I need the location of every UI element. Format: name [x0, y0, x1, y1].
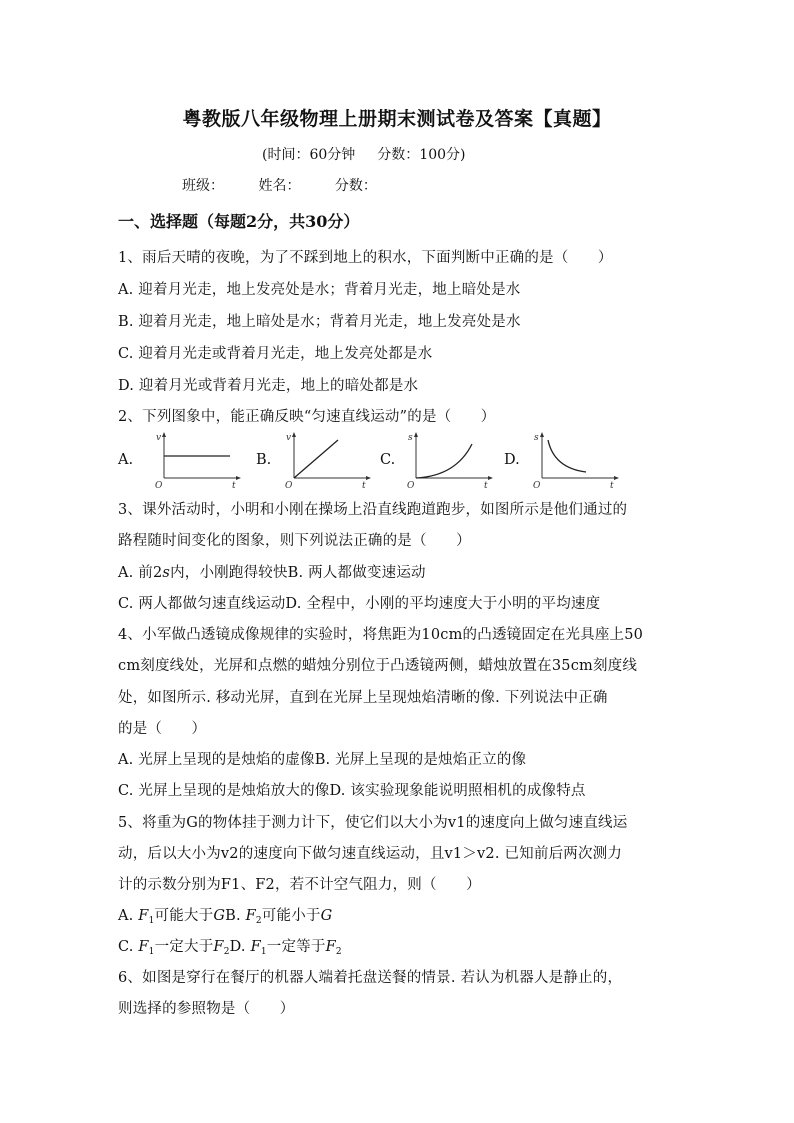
q3-options-ab: A. 前2s内，小刚跑得较快B. 两人都做变速运动 [118, 565, 426, 581]
time-limit: (时间：60分钟 [262, 147, 356, 163]
q4-stem-line-2: cm刻度线处，光屏和点燃的蜡烛分别位于凸透镜两侧，蜡烛放置在35cm刻度线 [118, 658, 638, 674]
q1-option-a: A. 迎着月光走，地上发亮处是水；背着月光走，地上暗处是水 [118, 282, 521, 298]
q3-stem-line-2: 路程随时间变化的图象，则下列说法正确的是（ ） [118, 533, 471, 549]
q5-stem-line-1: 5、将重为G的物体挂于测力计下，使它们以大小为v1的速度向上做匀速直线运 [118, 815, 628, 831]
q2-graph-b [276, 430, 372, 490]
graph-b-x-label: t [362, 481, 366, 490]
q4-stem-line-1: 4、小军做凸透镜成像规律的实验时，将焦距为10cm的凸透镜固定在光具座上50 [118, 627, 644, 643]
graph-c-y-label: s [408, 433, 413, 443]
graph-b-curve [294, 440, 338, 478]
graph-a-y-label: v [156, 433, 162, 443]
exam-meta [262, 144, 465, 164]
q4-options-ab: A. 光屏上呈现的是烛焰的虚像B. 光屏上呈现的是烛焰正立的像 [118, 752, 527, 768]
section-heading: 一、选择题（每题2分，共30分） [118, 212, 360, 231]
q4-options-cd: C. 光屏上呈现的是烛焰放大的像D. 该实验现象能说明照相机的成像特点 [118, 783, 586, 799]
q1-option-b: B. 迎着月光走，地上暗处是水；背着月光走，地上发亮处是水 [118, 314, 521, 330]
q2-option-c-label: C. [380, 452, 396, 468]
graph-a-origin: O [155, 481, 163, 490]
graph-d-y-label: s [534, 433, 539, 443]
page-title: 粤教版八年级物理上册期末测试卷及答案【真题】 [182, 108, 612, 130]
q1-option-c: C. 迎着月光走或背着月光走，地上发亮处都是水 [118, 346, 433, 362]
class-field-label: 班级： [182, 178, 224, 194]
q6-stem-line-2: 则选择的参照物是（ ） [118, 1001, 295, 1017]
q1-option-d: D. 迎着月光或背着月光走，地上的暗处都是水 [118, 378, 419, 394]
q4-stem-line-4: 的是（ ） [118, 721, 207, 737]
q2-option-a-label: A. [118, 452, 134, 468]
graph-a-x-label: t [232, 481, 236, 490]
q3-options-cd: C. 两人都做匀速直线运动D. 全程中，小刚的平均速度大于小明的平均速度 [118, 596, 601, 612]
graph-c-origin: O [407, 481, 415, 490]
q5-options-cd: C. $F_1$一定大于$F_2D$. $F_1$一定等于$F_2$ [118, 939, 342, 957]
q5-options-ab: A. $F_1$可能大于GB. $F_2$可能小于G [118, 908, 333, 926]
q5-stem-line-2: 动，后以大小为v2的速度向下做匀速直线运动，且v1＞v2. 已知前后两次测力 [118, 846, 623, 862]
q2-graph-a [146, 430, 242, 490]
q6-stem-line-1: 6、如图是穿行在餐厅的机器人端着托盘送餐的情景. 若认为机器人是静止的， [118, 970, 623, 986]
graph-b-y-label: v [286, 433, 292, 443]
q4-stem-line-3: 处，如图所示. 移动光屏，直到在光屏上呈现烛焰清晰的像. 下列说法中正确 [118, 690, 608, 706]
name-field-label: 姓名： [258, 178, 301, 194]
graph-c-curve [416, 444, 472, 478]
q5-stem-line-3: 计的示数分别为F1、F2，若不计空气阻力，则（ ） [118, 877, 481, 893]
graph-c-x-label: t [484, 481, 488, 490]
q2-option-b-label: B. [256, 452, 272, 468]
graph-d-x-label: t [610, 481, 614, 490]
q2-stem: 2、下列图象中，能正确反映“匀速直线运动”的是（ ） [118, 409, 496, 425]
q2-graph-c [398, 430, 494, 490]
score-field-label: 分数： [334, 178, 377, 194]
graph-b-origin: O [285, 481, 293, 490]
q3-stem-line-1: 3、课外活动时，小明和小刚在操场上沿直线跑道跑步，如图所示是他们通过的 [118, 502, 628, 518]
q2-option-d-label: D. [504, 452, 520, 468]
total-score: 分数：100分) [377, 147, 466, 163]
q2-graph-d [524, 430, 620, 490]
graph-d-curve [548, 440, 586, 472]
student-info [182, 175, 407, 195]
graph-d-origin: O [533, 481, 541, 490]
q1-stem: 1、雨后天晴的夜晚，为了不踩到地上的积水，下面判断中正确的是（ ） [118, 250, 613, 266]
q2-graph-options [118, 430, 638, 490]
